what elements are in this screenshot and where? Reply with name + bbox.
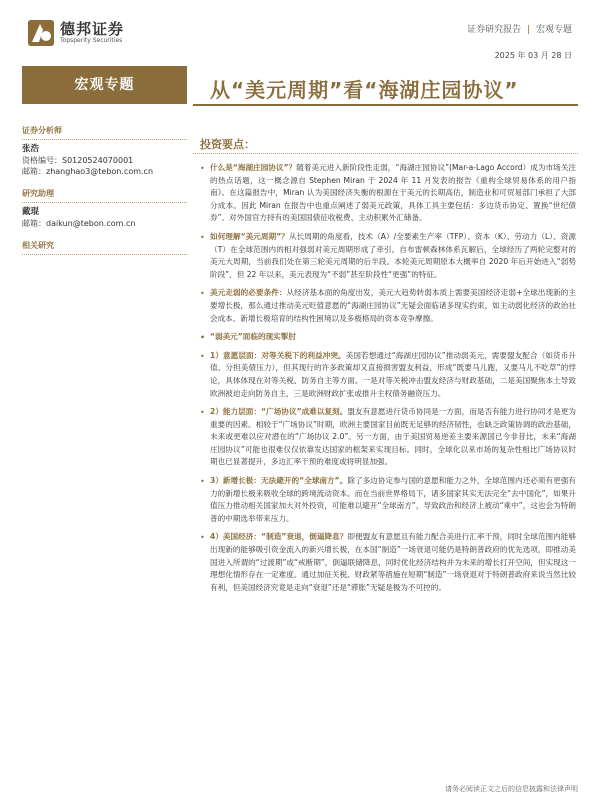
header-separator: | bbox=[527, 25, 531, 35]
investment-points-label: 投资要点： bbox=[200, 138, 255, 151]
bullet-icon: • bbox=[200, 351, 205, 361]
bullet-icon: • bbox=[200, 477, 205, 487]
bullet-icon: • bbox=[200, 164, 205, 173]
analyst-email[interactable]: 邮箱：zhanghao3@tebon.com.cn bbox=[22, 167, 154, 176]
company-logo bbox=[28, 20, 124, 46]
assistant-email[interactable]: 邮箱：daikun@tebon.com.cn bbox=[22, 219, 136, 228]
points-divider bbox=[193, 153, 578, 154]
category-band: 宏观专题 bbox=[22, 66, 187, 104]
paragraph-mar-a-lago bbox=[200, 162, 576, 225]
report-date: 2025 年 03 月 28 日 bbox=[494, 51, 572, 60]
footer-disclaimer: 请务必阅读正文之后的信息披露和法律声明 bbox=[445, 785, 578, 793]
section-heading: “弱美元”面临的现实掣肘 bbox=[210, 332, 296, 342]
brand-name-cn: 德邦证券 bbox=[60, 20, 125, 38]
report-header bbox=[467, 22, 572, 35]
logo-mark-icon bbox=[28, 20, 54, 46]
paragraph-body: 盟友有意愿进行货币协同是一方面，而是否有能力进行协同才是更为重要的因素。相较于“广场协议”时期，欧洲主要国家目前既无足够的经济韧性，也缺乏政策协调的政治基础，未来或更难以应对潜在的“广场协议 2.0”。另一方面，由于美国贸易逆差主要来源国已今非昔比，未来“海湖庄园协议”可能也很难仅仅依靠发达国家的框架来实现目标。同时，全球化以来市场的复杂性相比广场协议时期也已显著提升，多边汇率干预的难度或将明显加强。 bbox=[210, 407, 576, 467]
paragraph-weak-dollar-conditions bbox=[200, 287, 576, 325]
assistant-label: 研究助理 bbox=[22, 185, 187, 203]
report-category: 宏观专题 bbox=[535, 25, 572, 35]
paragraph-capability bbox=[200, 406, 576, 469]
paragraph-lead: 如何理解“美元周期”？ bbox=[210, 231, 289, 241]
paragraph-growth-pole bbox=[200, 475, 576, 525]
brand-name-en: Topsperity Securities bbox=[60, 37, 123, 44]
paragraph-body: 即便盟友有意愿且有能力配合美进行汇率干预，同时全球范围内能够出现新的能够吸引资金流入的新兴增长极，在本国“制造”一场衰退可能仍是特朗普政府的优先选项，即推动美国进入所谓的“过渡期”或“戒断期”，倒逼联储降息，同时优化经济结构并为未来的增长打开空间，但实现这一理想化情形存在一定难度。通过加征关税、财政紧等措施在短期“制造”一场衰退对于特朗普政府来说当然比较有利，但美国经济究竟是走向“衰退”还是“滞胀”无疑是极为不可控的。 bbox=[210, 532, 576, 592]
paragraph-willingness bbox=[200, 350, 576, 400]
paragraph-lead: 2）能力层面：“广场协议”成难以复刻。 bbox=[210, 407, 348, 417]
related-research-label: 相关研究 bbox=[22, 237, 187, 255]
paragraph-body: 从经济基本面的角度出发，美元大趋势转弱本质上需要美国经济走弱+全球出现新的主要增长极，那么通过推动美元贬值意愿的“海湖庄园协议”无疑会面临诸多现实约束，如主动弱化经济的政治社会成本、新增长极培育的结构性困境以及多极格局的资本竞争摩擦。 bbox=[210, 288, 577, 323]
title-divider bbox=[193, 104, 578, 106]
paragraph-us-economy bbox=[200, 531, 576, 594]
analyst-name: 张浩 bbox=[22, 144, 40, 154]
bullet-icon: • bbox=[200, 232, 205, 242]
paragraph-body: 从长周期的角度看，技术（A）/全要素生产率（TFP）、资本（K）、劳动力（L）、资源（T）在全球范围内的相对强弱对美元周期形成了牵引。自布雷顿森林体系瓦解后，全球经历了两轮完整对的美元大周期，当前我们处在第三轮美元周期的后半段。本轮美元周期原本大概率自 2020 年后开始进入“弱势阶段”，但 22 年以来，美元表现为“不弱”甚至阶段性“更强”的特征。 bbox=[210, 231, 576, 279]
bullet-icon: • bbox=[200, 333, 206, 343]
section-heading-constraints bbox=[200, 331, 576, 344]
bullet-icon: • bbox=[200, 408, 205, 418]
paragraph-body: 除了多边协定参与国的意愿和能力之外，全球范围内还必须有更强有力的新增长极来吸收全球的跨境流动资本。而在当前世界格局下，诸多国家其实无法完全“去中国化”，如果升值压力推动相关国家加大对外投资，可能难以避开“全球南方”，导致政治和经济上被动“乘中”，这也会为特朗普的中期选举带来压力。 bbox=[210, 476, 576, 523]
investment-points bbox=[200, 162, 576, 600]
bullet-icon: • bbox=[200, 533, 205, 543]
paragraph-lead: 4）美国经济：“制造”衰退，倒逼降息？ bbox=[210, 532, 348, 542]
bullet-icon: • bbox=[200, 289, 205, 299]
paragraph-body: 美国若想通过“海湖庄园协议”推动弱美元，需要盟友配合（如货币升值、分担美债压力），但其现行的许多政策却又直接损害盟友利益，形成“既要马儿跑，又要马儿不吃草”的悖论，具体体现在对等关税、防务自主等方面。一是对等关税冲击盟友经济与财政基础，二是美国聚焦本土导致欧洲被迫走向防务自主，三是欧洲财政扩张或推升主权债务融资压力。 bbox=[210, 350, 576, 398]
analyst-label: 证券分析师 bbox=[22, 122, 187, 140]
assistant-name: 戴琨 bbox=[22, 207, 40, 217]
sidebar bbox=[22, 118, 187, 259]
page-title: 从“美元周期”看“海湖庄园协议” bbox=[210, 78, 519, 102]
paragraph-lead: 3）新增长极：无法避开的“全球南方”。 bbox=[210, 476, 348, 486]
paragraph-body: 随着美元进入新阶段性走弱，“海湖庄园协议”(Mar-a-Lago Accord）成为市场关注的热点话题，这一概念源自 Stephen Miran 于 2024 年 11 月发表的报告《重构全球贸易体系的用户指南》。在这篇报告中，Miran 认为美国经济失衡的根源在于美元的长期高估，制造业和可贸易部门承担了大部分成本。因此 Miran 在报告中也重点阐述了弱美元政策，具体工具主要包括：多边货币协定、置换“世纪债券”、对外国官方持有的美国国债征收税费、主动积累外汇储备。 bbox=[210, 163, 576, 223]
paragraph-lead: 1）意愿层面：对等关税下的利益冲突。 bbox=[210, 350, 346, 360]
report-type: 证券研究报告 bbox=[467, 25, 522, 35]
paragraph-lead: 美元走弱的必要条件： bbox=[210, 288, 287, 298]
analyst-cert: 资格编号：S0120524070001 bbox=[22, 156, 134, 165]
paragraph-lead: 什么是“海湖庄园协议”？ bbox=[210, 163, 297, 172]
paragraph-dollar-cycle bbox=[200, 231, 576, 281]
